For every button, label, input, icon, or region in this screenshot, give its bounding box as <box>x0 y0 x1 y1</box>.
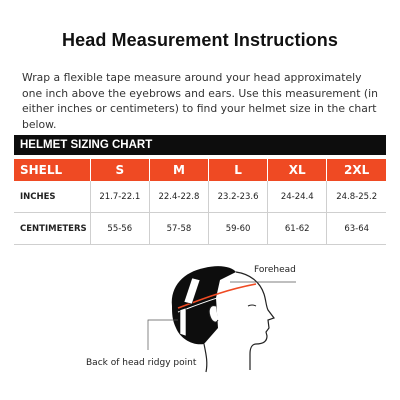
forehead-label: Forehead <box>254 265 296 275</box>
back-of-head-pointer <box>148 320 178 350</box>
instructions-text: Wrap a flexible tape measure around your head approximately one inch above the eyebrows and ears. Use this measurement (in either inches or centimeters) to find your helmet size in the chart below. <box>22 71 378 131</box>
centimeters-label: CENTIMETERS <box>14 213 90 245</box>
sizing-chart-header: HELMET SIZING CHART <box>14 135 386 155</box>
centimeters-row <box>14 213 386 245</box>
eye-mark <box>248 305 256 306</box>
neck-outline <box>204 344 207 372</box>
size-xl: XL <box>268 159 327 181</box>
sizing-table <box>14 159 386 245</box>
inches-l: 23.2-23.6 <box>209 181 268 213</box>
cm-m: 57-58 <box>149 213 208 245</box>
inches-s: 21.7-22.1 <box>90 181 149 213</box>
size-s: S <box>90 159 149 181</box>
inches-2xl: 24.8-25.2 <box>327 181 386 213</box>
page-title: Head Measurement Instructions <box>62 30 338 50</box>
cm-l: 59-60 <box>209 213 268 245</box>
inches-xl: 24-24.4 <box>268 181 327 213</box>
shell-label: SHELL <box>14 159 90 181</box>
size-l: L <box>209 159 268 181</box>
inches-label: INCHES <box>14 181 90 213</box>
shell-row <box>14 159 386 181</box>
cm-xl: 61-62 <box>268 213 327 245</box>
back-of-head-label: Back of head ridgy point <box>86 358 197 368</box>
cm-s: 55-56 <box>90 213 149 245</box>
inches-m: 22.4-22.8 <box>149 181 208 213</box>
size-m: M <box>149 159 208 181</box>
cm-2xl: 63-64 <box>327 213 386 245</box>
tape-strip-lower <box>180 308 186 336</box>
size-2xl: 2XL <box>327 159 386 181</box>
inches-row <box>14 181 386 213</box>
